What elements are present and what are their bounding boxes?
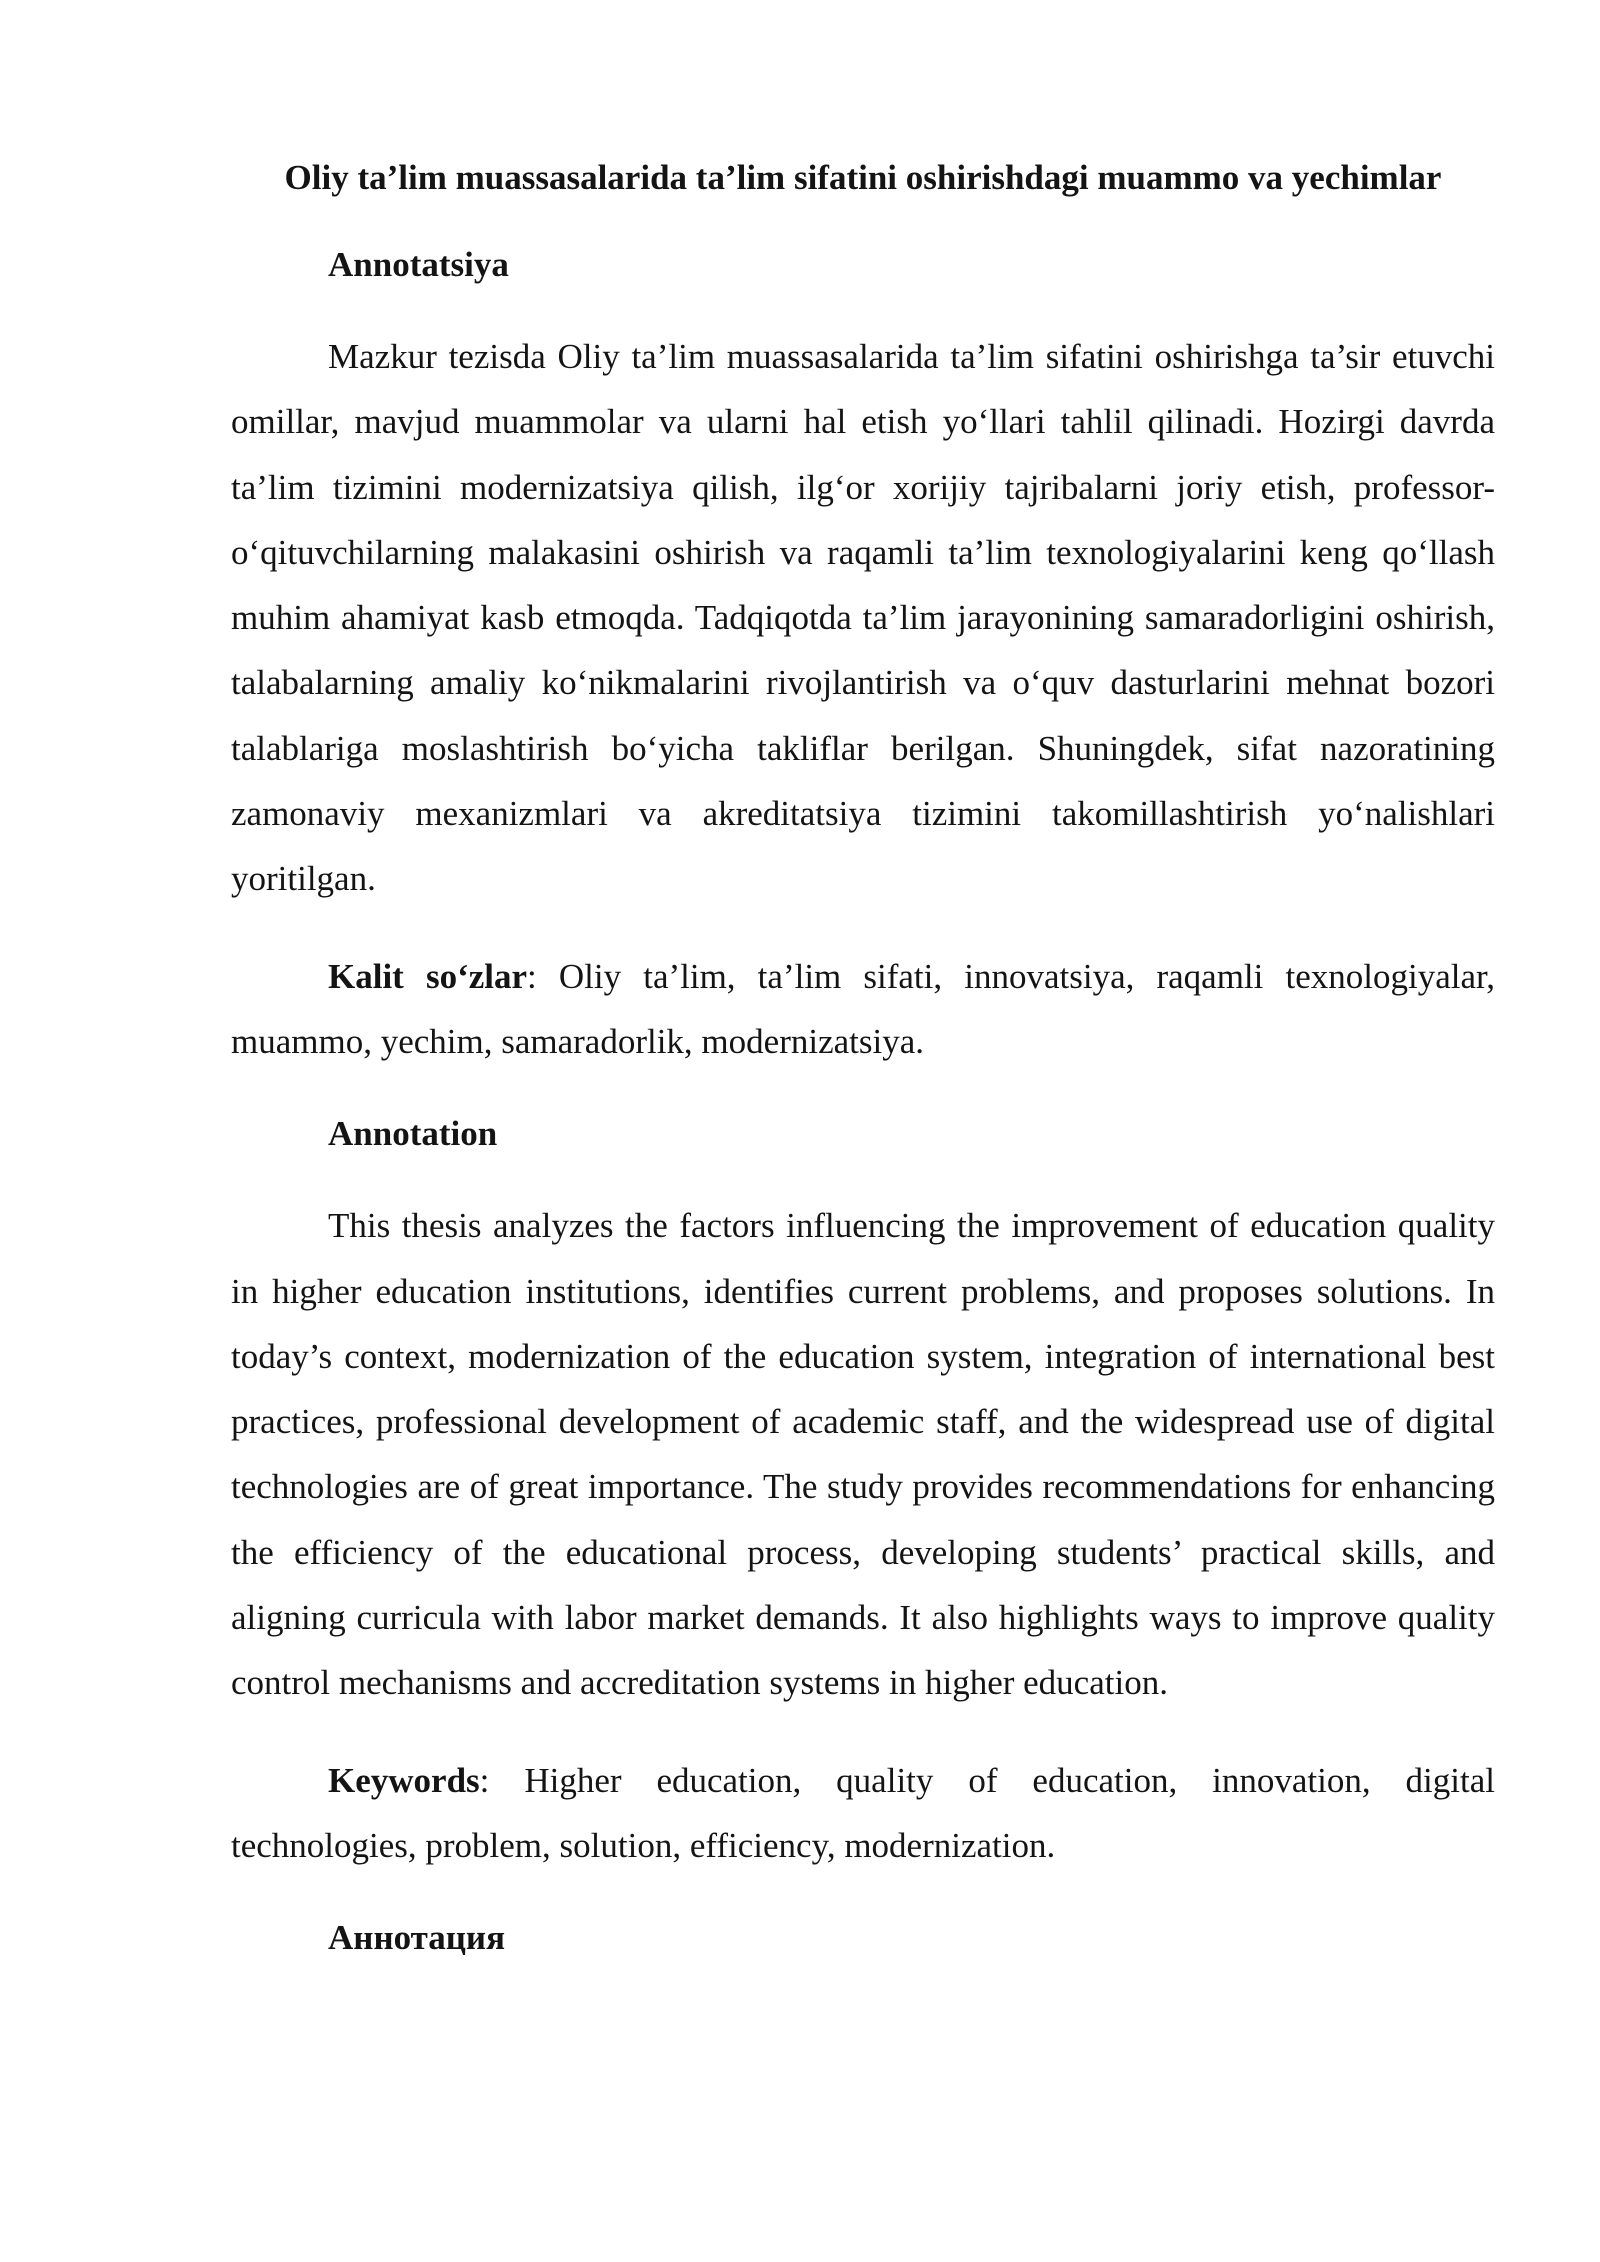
en-annotation-heading: Annotation — [328, 1114, 498, 1154]
uz-keywords-text: : Oliy ta’lim, ta’lim sifati, innovatsiya, raqamli texnologiyalar, muammo, yechim, samaradorlik, modernizatsiya. — [231, 956, 1495, 1061]
en-keywords-label: Keywords — [328, 1760, 480, 1800]
paper-title: Oliy ta’lim muassasalarida ta’lim sifatini oshirishdagi muammo va yechimlar — [284, 158, 1442, 197]
uz-keywords — [231, 944, 1495, 1075]
en-keywords-text: : Higher education, quality of education, innovation, digital technologies, problem, solution, efficiency, modernization. — [231, 1760, 1495, 1865]
uz-keywords-label: Kalit so‘zlar — [328, 956, 528, 996]
en-keywords — [231, 1748, 1495, 1879]
uz-annotation-body: Mazkur tezisda Oliy ta’lim muassasalarida ta’lim sifatini oshirishga ta’sir etuvchi omillar, mavjud muammolar va ularni hal etish yo‘llari tahlil qilinadi. Hozirgi davrda ta’lim tizimini modernizatsiya qilish, ilg‘or xorijiy tajribalarni joriy etish, professor-o‘qituvchilarning malakasini oshirish va raqamli ta’lim texnologiyalarini keng qo‘llash muhim ahamiyat kasb etmoqda. Tadqiqotda ta’lim jarayonining samaradorligini oshirish, talabalarning amaliy ko‘nikmalarini rivojlantirish va o‘quv dasturlarini mehnat bozori talablariga moslashtirish bo‘yicha takliflar berilgan. Shuningdek, sifat nazoratining zamonaviy mexanizmlari va akreditatsiya tizimini takomillashtirish yo‘nalishlari yoritilgan. — [231, 337, 1495, 899]
page-content — [231, 150, 1495, 1965]
ru-annotation-heading: Аннотация — [328, 1918, 506, 1958]
en-annotation-body: This thesis analyzes the factors influencing the improvement of education quality in higher education institutions, identifies current problems, and proposes solutions. In today’s context, modernization of the education system, integration of international best practices, professional development of academic staff, and the widespread use of digital technologies are of great importance. The study provides recommendations for enhancing the efficiency of the educational process, developing students’ practical skills, and aligning curricula with labor market demands. It also highlights ways to improve quality control mechanisms and accreditation systems in higher education. — [231, 1206, 1495, 1703]
uz-annotation-heading: Annotatsiya — [328, 245, 509, 284]
